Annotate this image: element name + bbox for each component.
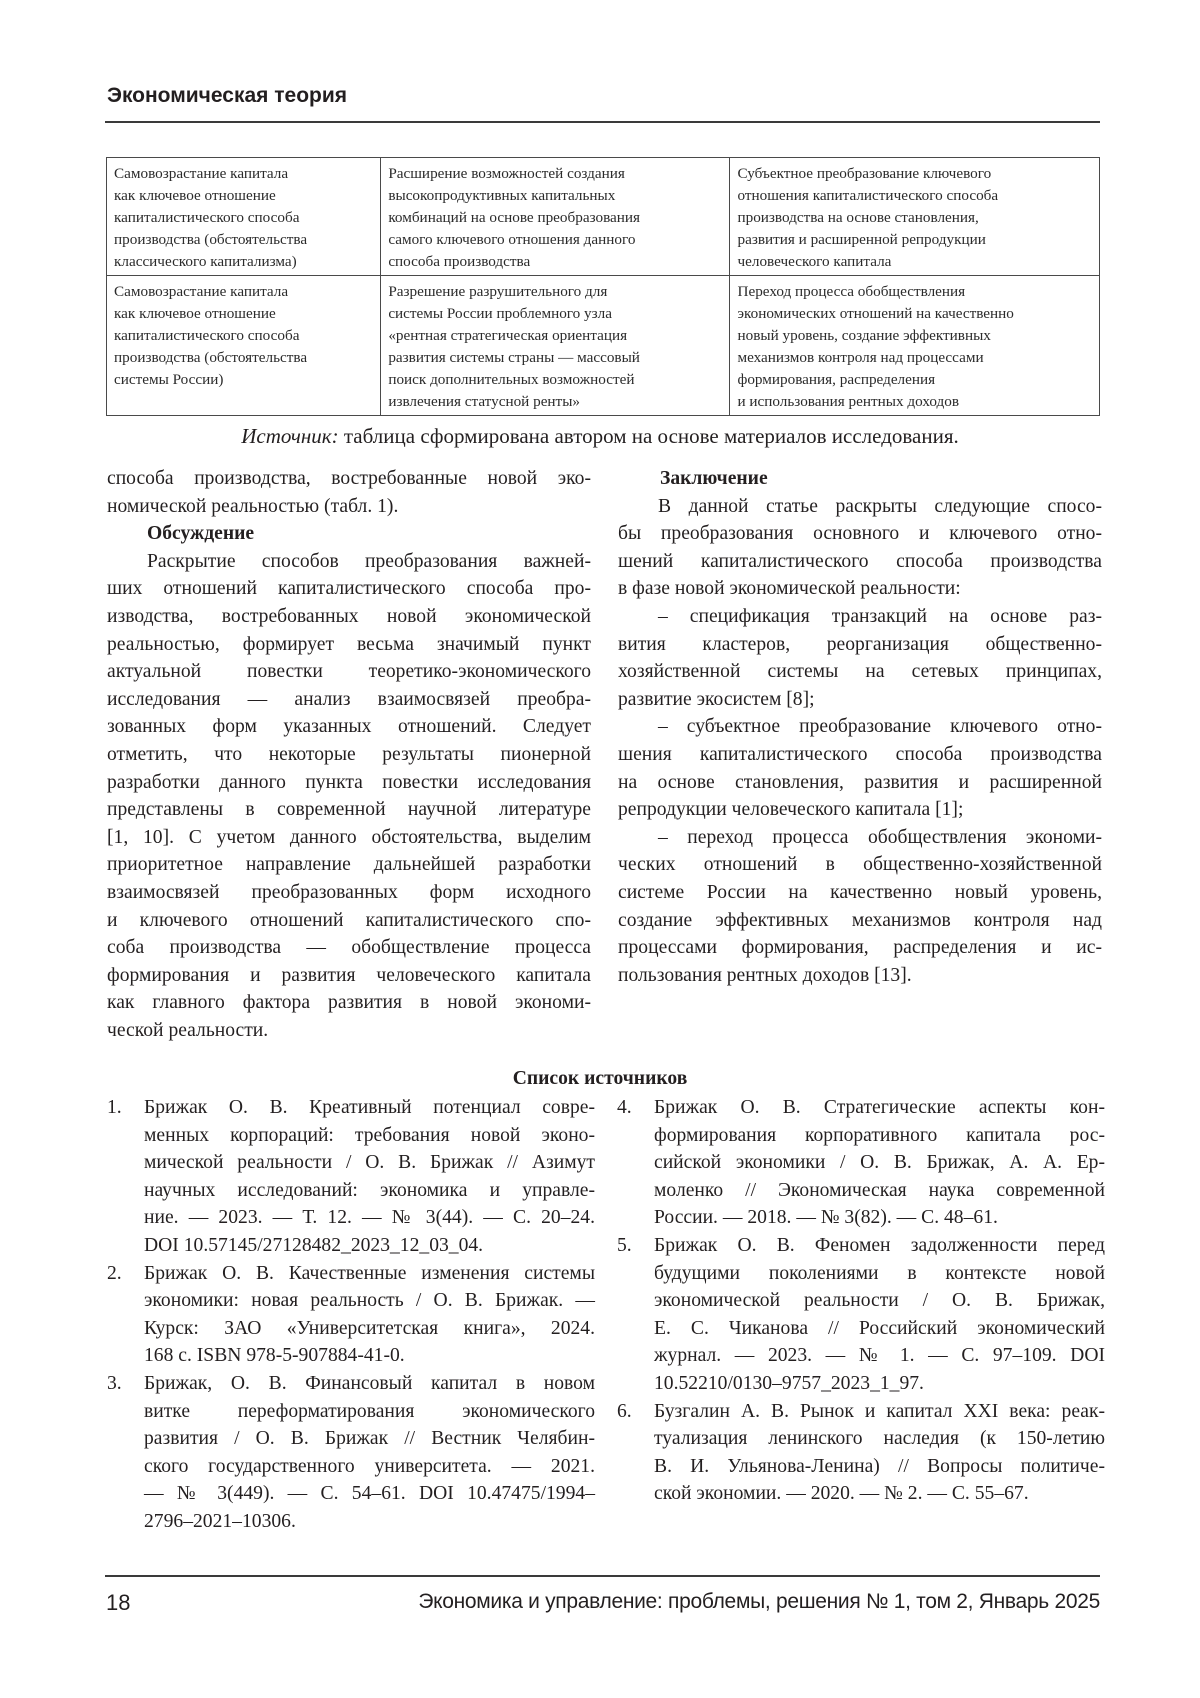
references-title: Список источников [512,1068,688,1089]
reference-text-line: витке переформатирования экономического [144,1400,595,1422]
page-number: 18 [106,1590,131,1615]
discussion-paragraph [107,548,591,1045]
text-line: способа производства, востребованные новой эко- [107,468,591,489]
text-line: разработки данного пункта повестки исследования [107,771,591,793]
cell-text-line: высокопродуктивных капитальных [388,187,616,204]
reference-text-line: Брижак О. В. Креативный потенциал совре- [144,1097,595,1118]
cell-text-line: капиталистического способа [114,327,300,344]
text-line: и ключевого отношений капиталистического спо- [107,909,591,931]
reference-item [107,1260,595,1370]
references-right-column [617,1094,1105,1508]
table-cell [107,276,381,416]
cell-text-line: как ключевое отношение [114,187,276,204]
reference-text-line: развития / О. В. Брижак // Вестник Челябин- [144,1428,595,1450]
reference-text-line: Брижак, О. В. Финансовый капитал в новом [144,1372,595,1394]
text-line: соба производства — обобществление процесса [107,937,591,959]
table-source-note [0,424,1200,449]
source-text: таблица сформирована автором на основе материалов исследования. [338,424,959,448]
reference-text-line: России. — 2018. — № 3(82). — С. 48–61. [654,1207,998,1229]
text-line: ческих отношений в общественно-хозяйственной [618,854,1102,876]
conclusion-heading: Заключение [660,468,768,489]
reference-number: 3. [107,1372,122,1394]
cell-text-line: как ключевое отношение [114,305,276,322]
cell-text-line: производства (обстоятельства [114,231,308,248]
text-line: на основе становления, развития и расширенной [618,771,1102,793]
reference-item [617,1094,1105,1232]
text-line: бы преобразования основного и ключевого отно- [618,523,1102,545]
cell-text-line: экономических отношений на качественно [737,305,1014,322]
table-cell [381,276,730,416]
cell-text-line: развития системы страны — массовый [388,349,640,366]
reference-number: 6. [617,1400,632,1422]
conclusion-list-item [618,603,1102,713]
cell-text-line: новый уровень, создание эффективных [737,327,991,344]
cell-text-line: извлечения статусной ренты» [388,393,580,410]
conclusion-list [618,603,1102,989]
footer-rule [105,1575,1100,1577]
text-line: актуальной повестки теоретико-экономического [107,661,591,683]
reference-text-line: 168 с. ISBN 978-5-907884-41-0. [144,1345,405,1367]
text-line: создание эффективных механизмов контроля над [618,909,1102,931]
cell-text-line: формирования, распределения [737,371,936,388]
reference-item [107,1370,595,1536]
reference-text-line: ского государственного университета. — 2021. [144,1455,595,1477]
reference-text-line: будущими поколениями в контексте новой [654,1262,1105,1284]
text-line: – переход процесса обобществления экономи- [658,826,1102,848]
reference-number: 5. [617,1234,632,1256]
cell-text-line: человеческого капитала [737,253,892,270]
cell-text-line: «рентная стратегическая ориентация [388,327,628,344]
cell-text-line: Самовозрастание капитала [114,165,289,182]
text-line: Раскрытие способов преобразования важней- [147,550,591,572]
reference-text-line: Брижак О. В. Феномен задолженности перед [654,1234,1105,1256]
cell-text-line: классического капитализма) [114,253,297,270]
text-line: как главного фактора развития в новой экономи- [107,992,591,1014]
cell-text-line: поиск дополнительных возможностей [388,371,635,388]
text-line: приоритетное направление дальнейшей разработки [107,854,591,876]
reference-item [617,1232,1105,1398]
cell-text-line: системы России проблемного узла [388,305,612,322]
table-cell [107,158,381,276]
text-line: пользования рентных доходов [13]. [618,964,912,986]
text-line: отметить, что некоторые результаты пионерной [107,743,591,765]
table-cell [381,158,730,276]
text-line: вития кластеров, реорганизация общественно- [618,633,1102,655]
cell-text-line: развития и расширенной репродукции [737,231,986,248]
reference-text-line: ской экономии. — 2020. — № 2. — С. 55–67. [654,1483,1029,1505]
cell-text-line: и использования рентных доходов [737,393,959,410]
text-line: репродукции человеческого капитала [1]; [618,799,964,821]
text-line: в фазе новой экономической реальности: [618,578,961,600]
text-line: представлены в современной научной литературе [107,799,591,821]
conclusion-intro-paragraph [618,493,1102,603]
table-cell [730,158,1100,276]
reference-text-line: моленко // Экономическая наука современной [654,1179,1105,1201]
reference-text-line: — № 3(449). — С. 54–61. DOI 10.47475/1994– [144,1483,595,1505]
text-line: – спецификация транзакций на основе раз- [658,605,1102,627]
reference-text-line: Брижак О. В. Стратегические аспекты кон- [654,1097,1105,1118]
text-line: номической реальностью (табл. 1). [107,495,399,517]
reference-text-line: DOI 10.57145/27128482_2023_12_03_04. [144,1234,484,1256]
cell-text-line: Самовозрастание капитала [114,283,289,300]
cell-text-line: Разрешение разрушительного для [388,283,608,300]
cell-text-line: самого ключевого отношения данного [388,231,636,248]
cell-text-line: производства на основе становления, [737,209,979,226]
cell-text-line: производства (обстоятельства [114,349,308,366]
journal-info: Экономика и управление: проблемы, решения № 1, том 2, Январь 2025 [418,1590,1100,1613]
reference-item [107,1094,595,1260]
reference-text-line: мической реальности / О. В. Брижак // Азимут [144,1152,595,1174]
conclusion-list-item [618,824,1102,990]
cell-text-line: отношения капиталистического способа [737,187,999,204]
text-line: шения капиталистического способа производства [618,743,1102,765]
cell-text-line: системы России) [114,371,224,388]
reference-text-line: экономики: новая реальность / О. В. Брижак. — [144,1290,595,1312]
table-row [107,158,1100,276]
comparison-table [106,157,1100,416]
conclusion-list-item [618,713,1102,823]
cell-text-line: механизмов контроля над процессами [737,349,984,366]
text-line: ческой реальности. [107,1019,269,1041]
reference-text-line: туализация ленинского наследия (к 150-летию [654,1428,1105,1450]
reference-text-line: сийской экономики / О. В. Брижак, А. А. Ер- [654,1152,1105,1174]
reference-text-line: Е. С. Чиканова // Российский экономический [654,1317,1105,1339]
section-title: Экономическая теория [107,84,348,107]
text-line: развитие экосистем [8]; [618,688,815,710]
reference-text-line: ние. — 2023. — Т. 12. — № 3(44). — С. 20–24. [144,1207,595,1229]
text-line: ших отношений капиталистического способа про- [107,578,591,600]
text-line: В данной статье раскрыты следующие спосо- [658,495,1102,517]
text-line: [1, 10]. С учетом данного обстоятельства, выделим [107,826,591,848]
discussion-heading: Обсуждение [147,523,255,545]
text-line: шений капиталистического способа производства [618,550,1102,572]
reference-number: 2. [107,1262,122,1284]
text-line: изводства, востребованных новой экономической [107,605,591,627]
table-row [107,276,1100,416]
text-line: зованных форм указанных отношений. Следует [107,716,591,738]
cell-text-line: Переход процесса обобществления [737,283,966,300]
text-line: – субъектное преобразование ключевого отно- [658,716,1102,738]
text-line: исследования — анализ взаимосвязей преобра- [107,688,591,710]
reference-text-line: 2796–2021–10306. [144,1510,296,1532]
header-rule [105,121,1100,123]
reference-text-line: Бузгалин А. В. Рынок и капитал XXI века: реак- [654,1400,1105,1422]
right-column [618,465,1102,989]
reference-number: 1. [107,1097,122,1118]
table-cell [730,276,1100,416]
intro-paragraph [107,465,591,520]
reference-text-line: Брижак О. В. Качественные изменения системы [144,1262,595,1284]
text-line: процессами формирования, распределения и ис- [618,937,1102,959]
reference-text-line: формирования корпоративного капитала рос- [654,1124,1105,1146]
text-line: системе России на качественно новый уровень, [618,881,1102,903]
reference-text-line: научных исследований: экономика и управле- [144,1179,595,1201]
reference-item [617,1398,1105,1508]
reference-number: 4. [617,1097,632,1118]
cell-text-line: Расширение возможностей создания [388,165,625,182]
reference-text-line: Курск: ЗАО «Университетская книга», 2024. [144,1317,595,1339]
cell-text-line: Субъектное преобразование ключевого [737,165,992,182]
reference-text-line: журнал. — 2023. — № 1. — С. 97–109. DOI [654,1345,1105,1367]
text-line: взаимосвязей преобразованных форм исходного [107,881,591,903]
cell-text-line: капиталистического способа [114,209,300,226]
references-left-column [107,1094,595,1536]
text-line: хозяйственной системы на сетевых принципах, [618,661,1102,683]
cell-text-line: способа производства [388,253,531,270]
reference-text-line: менных корпораций: требования новой эконо- [144,1124,595,1146]
reference-text-line: В. И. Ульянова-Ленина) // Вопросы политиче- [654,1455,1105,1477]
text-line: формирования и развития человеческого капитала [107,964,591,986]
reference-text-line: экономической реальности / О. В. Брижак, [654,1290,1105,1312]
left-column [107,465,591,1044]
text-line: реальностью, формирует весьма значимый пункт [107,633,591,655]
cell-text-line: комбинаций на основе преобразования [388,209,641,226]
source-label: Источник: [241,424,339,448]
reference-text-line: 10.52210/0130–9757_2023_1_97. [654,1372,924,1394]
